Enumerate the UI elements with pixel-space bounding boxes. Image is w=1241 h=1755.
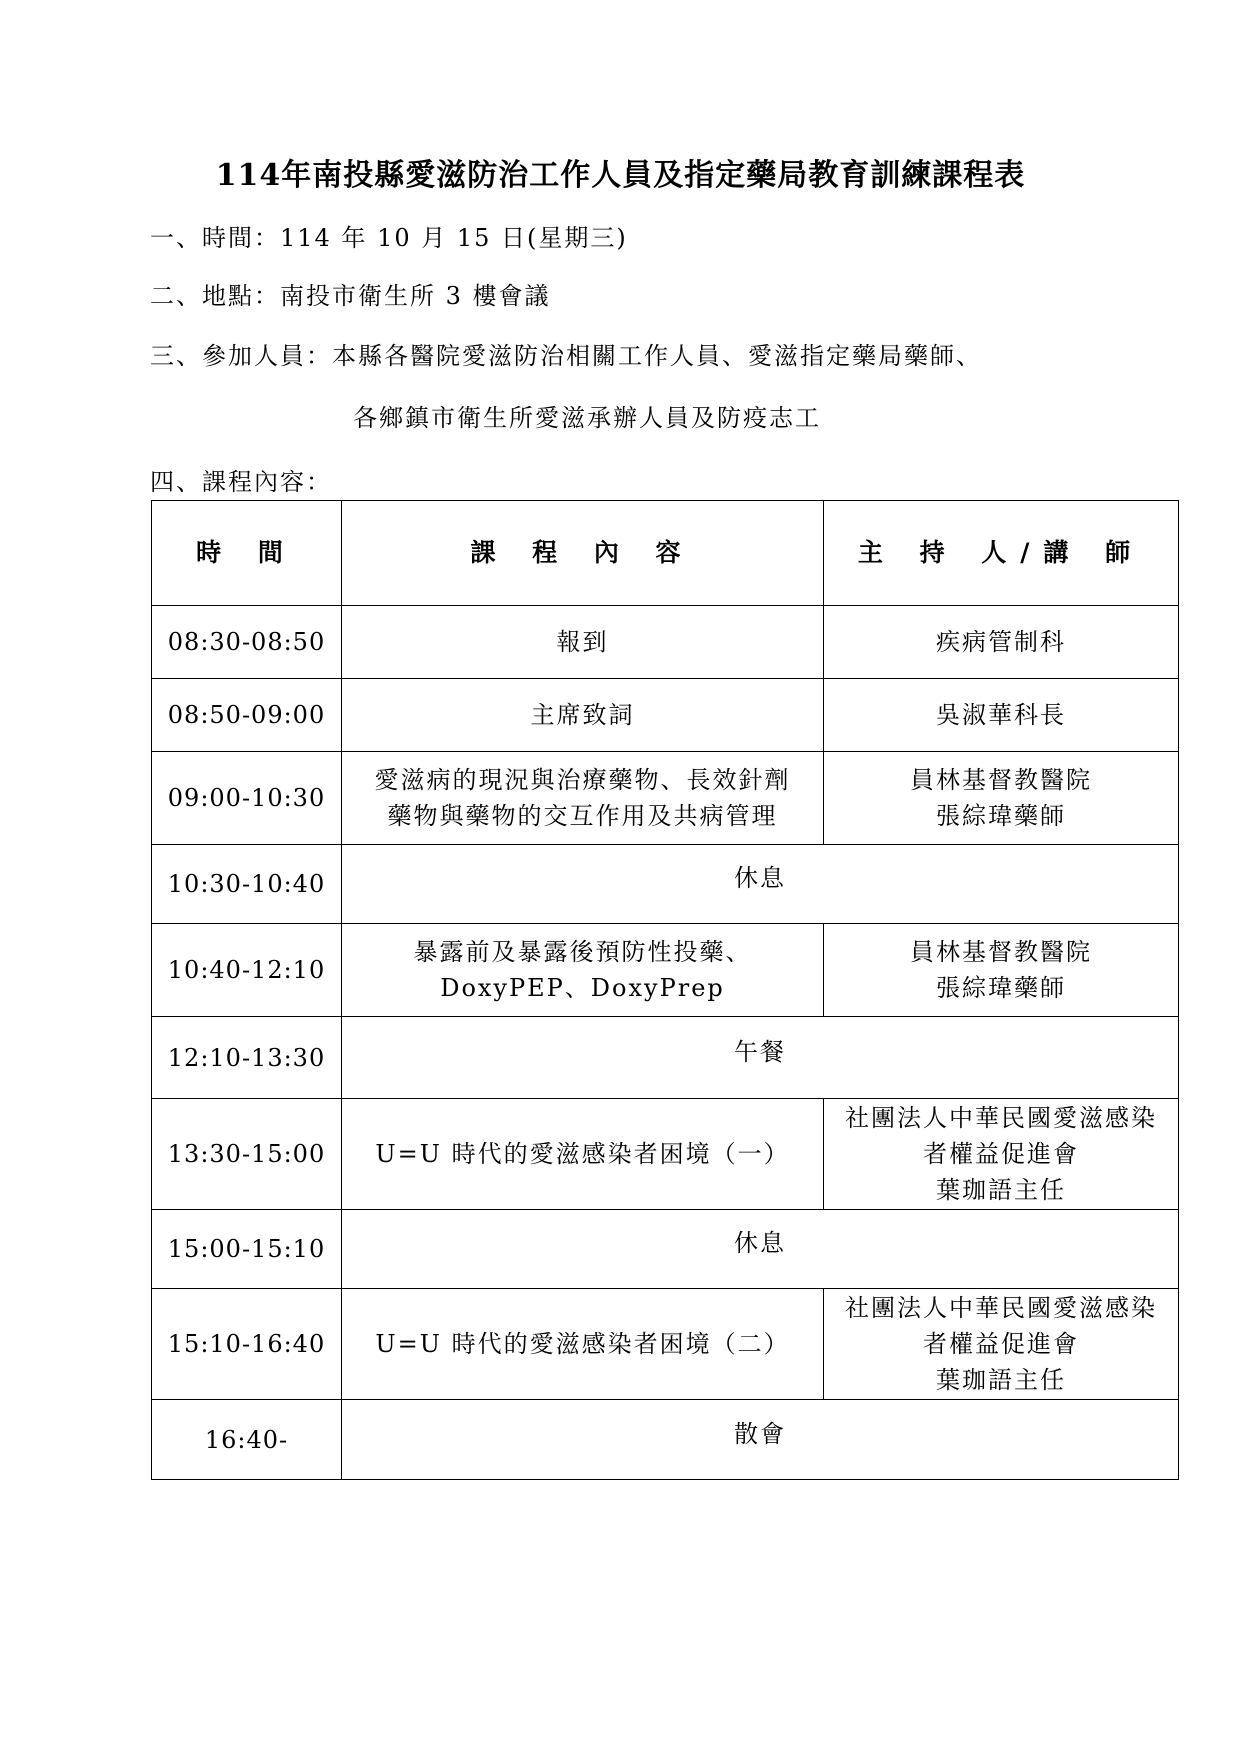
info-participants: 三、參加人員：本縣各醫院愛滋防治相關工作人員、愛滋指定藥局藥師、	[150, 342, 982, 370]
header-content: 課 程 內 容	[342, 501, 824, 606]
host-line: 者權益促進會	[923, 1140, 1079, 1168]
cell-time: 13:30-15:00	[152, 1099, 342, 1210]
table-row	[152, 752, 1179, 845]
content-line: U=U 時代的愛滋感染者困境（二）	[375, 1330, 790, 1358]
header-time: 時 間	[152, 501, 342, 606]
page-title: 114年南投縣愛滋防治工作人員及指定藥局教育訓練課程表	[215, 158, 1026, 193]
cell-host	[824, 1099, 1179, 1210]
cell-content	[342, 845, 1179, 924]
host-line: 吳淑華科長	[936, 701, 1066, 729]
header-host: 主 持 人/講 師	[824, 501, 1179, 606]
host-line: 社團法人中華民國愛滋感染	[845, 1294, 1157, 1322]
host-line: 員林基督教醫院	[910, 766, 1092, 794]
content-line: 散會	[734, 1419, 786, 1448]
schedule-table	[151, 500, 1179, 1480]
content-line: 休息	[734, 864, 786, 892]
host-line: 張綜瑋藥師	[936, 802, 1066, 830]
content-line: U=U 時代的愛滋感染者困境（一）	[375, 1140, 790, 1168]
cell-content	[342, 679, 824, 752]
cell-content	[342, 752, 824, 845]
host-line: 社團法人中華民國愛滋感染	[845, 1104, 1157, 1132]
host-line: 葉珈語主任	[936, 1366, 1066, 1394]
cell-time: 15:10-16:40	[152, 1289, 342, 1400]
content-line: 午餐	[734, 1037, 786, 1066]
host-line: 者權益促進會	[923, 1330, 1079, 1358]
cell-host	[824, 752, 1179, 845]
table-row	[152, 1017, 1179, 1099]
table-row	[152, 1210, 1179, 1289]
cell-time: 08:50-09:00	[152, 679, 342, 752]
schedule-body	[152, 606, 1179, 1480]
cell-host	[824, 1289, 1179, 1400]
cell-time: 15:00-15:10	[152, 1210, 342, 1289]
content-line: DoxyPEP、DoxyPrep	[440, 974, 725, 1002]
content-line: 報到	[556, 628, 609, 656]
info-location: 二、地點：南投市衛生所 3 樓會議	[150, 282, 551, 310]
table-row	[152, 606, 1179, 679]
table-header-row	[152, 501, 1179, 606]
table-row	[152, 679, 1179, 752]
table-row	[152, 1289, 1179, 1400]
cell-host	[824, 679, 1179, 752]
table-row	[152, 924, 1179, 1017]
cell-time: 10:30-10:40	[152, 845, 342, 924]
cell-time: 08:30-08:50	[152, 606, 342, 679]
table-row	[152, 845, 1179, 924]
info-time: 一、時間：114 年 10 月 15 日(星期三)	[150, 224, 628, 252]
cell-content	[342, 1400, 1179, 1480]
cell-time: 16:40-	[152, 1400, 342, 1480]
host-line: 張綜瑋藥師	[936, 974, 1066, 1002]
host-line: 員林基督教醫院	[910, 938, 1092, 966]
cell-content	[342, 1210, 1179, 1289]
content-line: 暴露前及暴露後預防性投藥、	[413, 938, 752, 966]
cell-host	[824, 924, 1179, 1017]
table-row	[152, 1099, 1179, 1210]
info-participants-continued: 各鄉鎮市衛生所愛滋承辦人員及防疫志工	[353, 404, 821, 432]
host-line: 疾病管制科	[936, 628, 1066, 656]
cell-content	[342, 1017, 1179, 1099]
cell-content	[342, 924, 824, 1017]
content-line: 愛滋病的現況與治療藥物、長效針劑	[374, 766, 791, 794]
table-row	[152, 1400, 1179, 1480]
cell-time: 12:10-13:30	[152, 1017, 342, 1099]
cell-content	[342, 1099, 824, 1210]
content-line: 藥物與藥物的交互作用及共病管理	[387, 802, 778, 830]
host-line: 葉珈語主任	[936, 1176, 1066, 1204]
cell-host	[824, 606, 1179, 679]
cell-content	[342, 606, 824, 679]
content-line: 主席致詞	[530, 701, 635, 729]
cell-time: 09:00-10:30	[152, 752, 342, 845]
cell-time: 10:40-12:10	[152, 924, 342, 1017]
course-heading: 四、課程內容：	[150, 468, 332, 496]
cell-content	[342, 1289, 824, 1400]
content-line: 休息	[734, 1229, 786, 1257]
